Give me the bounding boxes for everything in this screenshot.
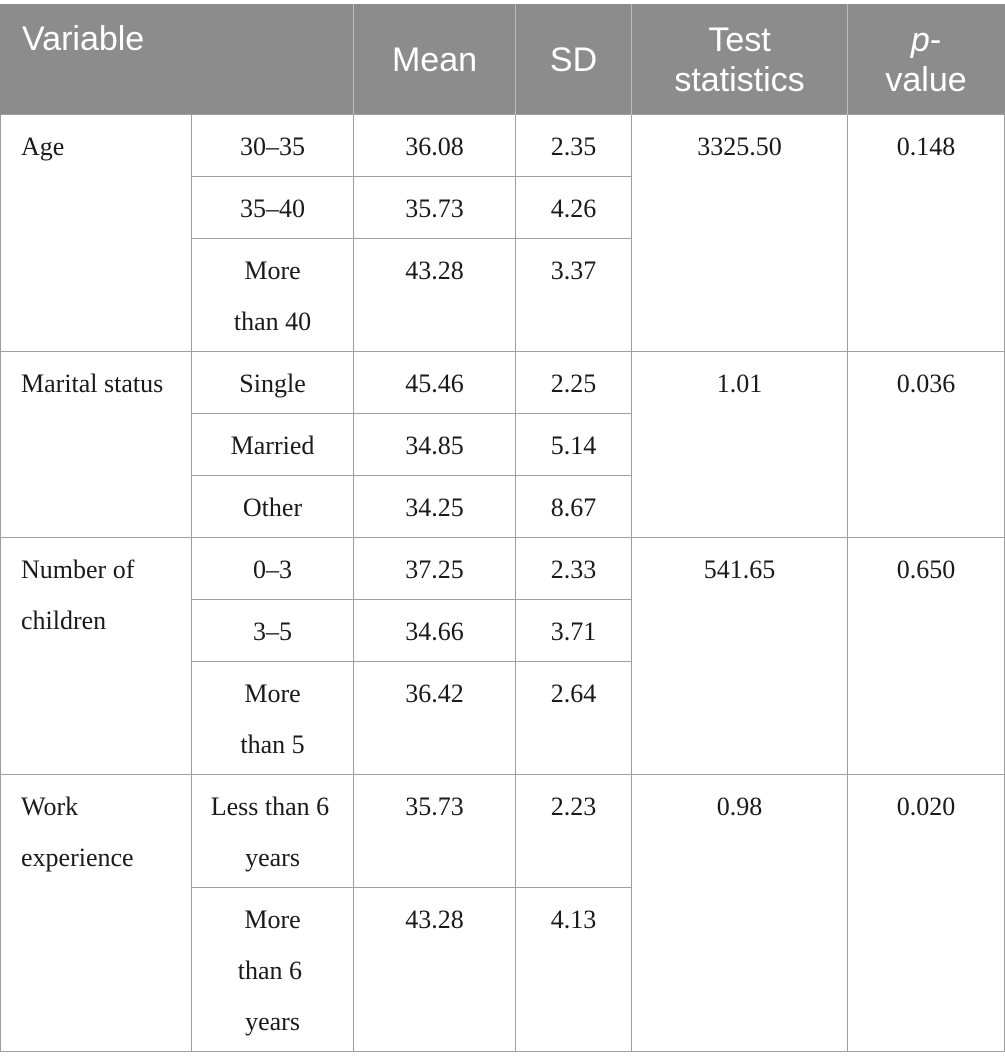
variable-cell: Age — [1, 115, 192, 352]
sd-cell: 2.35 — [516, 115, 632, 177]
header-p-value — [848, 5, 1005, 115]
p-value-cell: 0.650 — [848, 538, 1005, 775]
category-cell: More than 6 years — [192, 888, 354, 1052]
sd-cell: 3.37 — [516, 239, 632, 352]
table-row — [1, 538, 1005, 600]
header-mean: Mean — [354, 5, 516, 115]
table-row — [1, 352, 1005, 414]
test-statistic-cell: 0.98 — [632, 775, 848, 1052]
mean-cell: 43.28 — [354, 888, 516, 1052]
mean-cell: 35.73 — [354, 177, 516, 239]
header-p-dash: - — [929, 20, 942, 59]
header-p-italic: p — [910, 20, 930, 59]
test-statistic-cell: 3325.50 — [632, 115, 848, 352]
test-statistic-cell: 1.01 — [632, 352, 848, 538]
sd-cell: 4.13 — [516, 888, 632, 1052]
p-value-cell: 0.020 — [848, 775, 1005, 1052]
sd-cell: 8.67 — [516, 476, 632, 538]
mean-cell: 45.46 — [354, 352, 516, 414]
header-row — [1, 5, 1005, 115]
category-cell: 30–35 — [192, 115, 354, 177]
variable-cell: Number of children — [1, 538, 192, 775]
header-variable: Variable — [1, 5, 354, 115]
table-row — [1, 775, 1005, 888]
category-cell: Single — [192, 352, 354, 414]
statistics-table — [0, 4, 1005, 1052]
sd-cell: 2.25 — [516, 352, 632, 414]
header-p-line2: value — [885, 60, 967, 99]
variable-cell: Marital status — [1, 352, 192, 538]
sd-cell: 3.71 — [516, 600, 632, 662]
category-cell: 35–40 — [192, 177, 354, 239]
header-test-line1: Test — [708, 20, 771, 59]
table-row — [1, 115, 1005, 177]
category-cell: 3–5 — [192, 600, 354, 662]
sd-cell: 2.33 — [516, 538, 632, 600]
header-test-line2: statistics — [674, 60, 805, 99]
sd-cell: 2.23 — [516, 775, 632, 888]
mean-cell: 34.66 — [354, 600, 516, 662]
variable-cell: Work experience — [1, 775, 192, 1052]
category-cell: More than 5 — [192, 662, 354, 775]
sd-cell: 5.14 — [516, 414, 632, 476]
mean-cell: 37.25 — [354, 538, 516, 600]
header-sd: SD — [516, 5, 632, 115]
p-value-cell: 0.148 — [848, 115, 1005, 352]
category-cell: 0–3 — [192, 538, 354, 600]
sd-cell: 2.64 — [516, 662, 632, 775]
mean-cell: 35.73 — [354, 775, 516, 888]
p-value-cell: 0.036 — [848, 352, 1005, 538]
mean-cell: 43.28 — [354, 239, 516, 352]
category-cell: Other — [192, 476, 354, 538]
category-cell: More than 40 — [192, 239, 354, 352]
mean-cell: 34.25 — [354, 476, 516, 538]
mean-cell: 36.08 — [354, 115, 516, 177]
mean-cell: 34.85 — [354, 414, 516, 476]
test-statistic-cell: 541.65 — [632, 538, 848, 775]
category-cell: Less than 6 years — [192, 775, 354, 888]
sd-cell: 4.26 — [516, 177, 632, 239]
mean-cell: 36.42 — [354, 662, 516, 775]
category-cell: Married — [192, 414, 354, 476]
header-test-statistics — [632, 5, 848, 115]
